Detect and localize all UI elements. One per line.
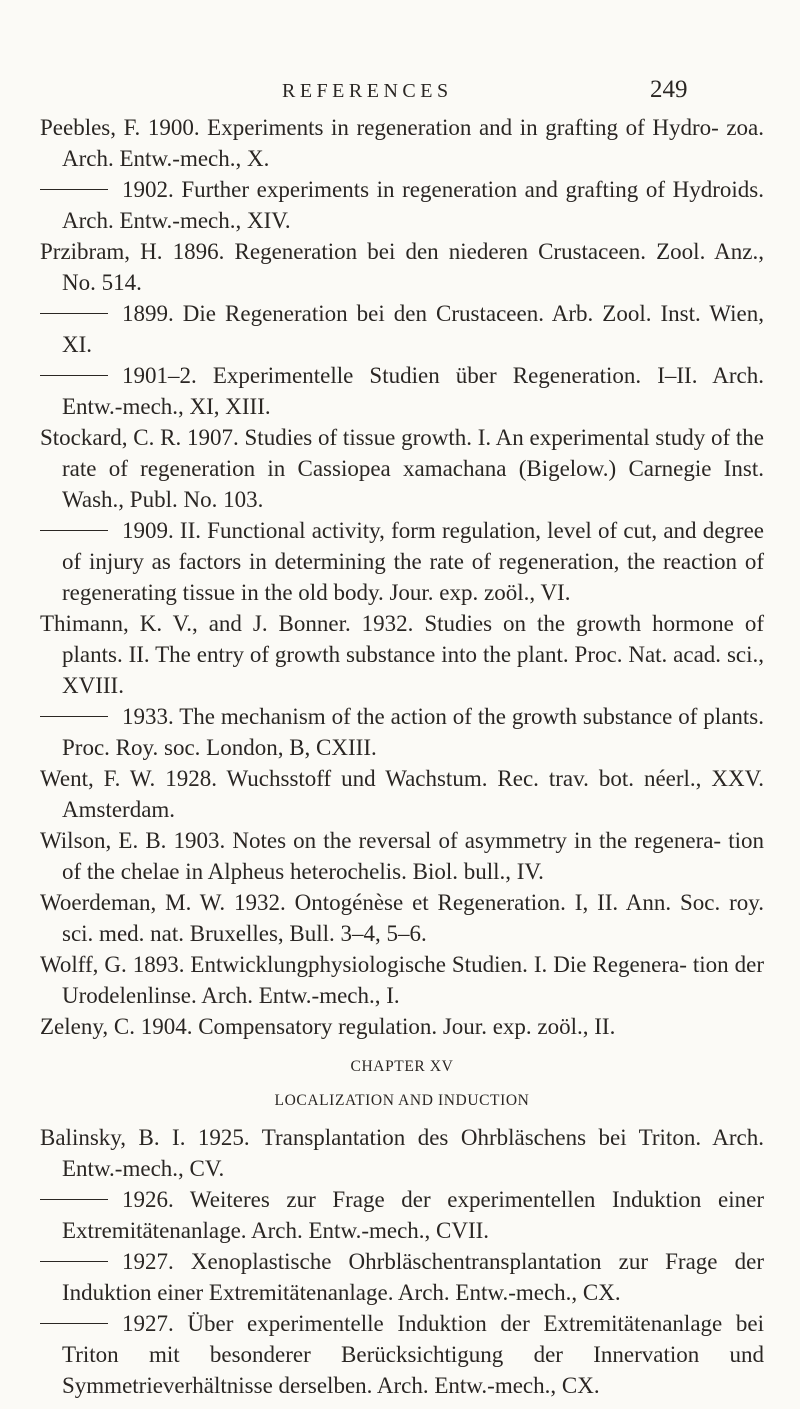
reference-text: 1899. Die Regeneration bei den Crustaceen. Arb. Zool. Inst. Wien, XI. bbox=[62, 301, 764, 357]
running-title: REFERENCES bbox=[282, 80, 453, 102]
reference-entry bbox=[40, 1011, 764, 1042]
reference-text: 1927. Über experimentelle Induktion der Extremitätenanlage bei Triton mit besonderer Berücksichtigung der Innervation und Symmetrieverhältnisse derselben. Arch. Entw.-mech., CX. bbox=[62, 1311, 764, 1398]
reference-entry bbox=[40, 298, 764, 360]
reference-text: 1901–2. Experimentelle Studien über Regeneration. I–II. Arch. Entw.-mech., XI, XIII. bbox=[62, 363, 764, 419]
reference-text: Stockard, C. R. 1907. Studies of tissue growth. I. An experimental study of the rate of regeneration in Cassiopea xamachana (Bigelow.) Carnegie Inst. Wash., Publ. No. 103. bbox=[40, 425, 764, 512]
ditto-dash bbox=[40, 530, 108, 531]
reference-text: 1927. Xenoplastische Ohrbläschentransplantation zur Frage der Induktion einer Extremitätenanlage. Arch. Entw.-mech., CX. bbox=[62, 1249, 764, 1305]
chapter-title: LOCALIZATION AND INDUCTION bbox=[274, 1092, 530, 1109]
reference-list bbox=[40, 1122, 764, 1401]
reference-text: Wolff, G. 1893. Entwicklungphysiologische Studien. I. Die Regenera- tion der Urodelenlinse. Arch. Entw.-mech., I. bbox=[40, 952, 764, 1008]
reference-text: 1926. Weiteres zur Frage der experimentellen Induktion einer Extremitätenanlage. Arch. Entw.-mech., CVII. bbox=[62, 1187, 764, 1243]
ditto-dash bbox=[40, 375, 108, 376]
ditto-dash bbox=[40, 1323, 108, 1324]
reference-text: 1933. The mechanism of the action of the growth substance of plants. Proc. Roy. soc. London, B, CXIII. bbox=[62, 704, 764, 760]
reference-text: Peebles, F. 1900. Experiments in regeneration and in grafting of Hydro- zoa. Arch. Entw.-mech., X. bbox=[40, 115, 764, 171]
reference-entry bbox=[40, 949, 764, 1011]
reference-entry bbox=[40, 360, 764, 422]
reference-entry bbox=[40, 422, 764, 515]
page-header bbox=[0, 76, 800, 116]
reference-text: Przibram, H. 1896. Regeneration bei den niederen Crustaceen. Zool. Anz., No. 514. bbox=[40, 239, 764, 295]
reference-entry bbox=[40, 1122, 764, 1184]
reference-text: 1909. II. Functional activity, form regulation, level of cut, and degree of injury as factors in determining the rate of regeneration, the reaction of regenerating tissue in the old body. Jour. exp. zoöl., VI. bbox=[62, 518, 764, 605]
reference-entry bbox=[40, 112, 764, 174]
ditto-dash bbox=[40, 313, 108, 314]
reference-entry bbox=[40, 515, 764, 608]
chapter-number: CHAPTER XV bbox=[350, 1058, 454, 1075]
reference-entry bbox=[40, 236, 764, 298]
reference-text: 1902. Further experiments in regeneration and grafting of Hydroids. Arch. Entw.-mech., XIV. bbox=[62, 177, 764, 233]
ditto-dash bbox=[40, 1199, 108, 1200]
reference-entry bbox=[40, 1308, 764, 1401]
reference-text: Thimann, K. V., and J. Bonner. 1932. Studies on the growth hormone of plants. II. The entry of growth substance into the plant. Proc. Nat. acad. sci., XVIII. bbox=[40, 611, 764, 698]
reference-text: Zeleny, C. 1904. Compensatory regulation. Jour. exp. zoöl., II. bbox=[40, 1014, 616, 1039]
reference-text: Went, F. W. 1928. Wuchsstoff und Wachstum. Rec. trav. bot. néerl., XXV. Amsterdam. bbox=[40, 766, 764, 822]
ditto-dash bbox=[40, 1261, 108, 1262]
reference-entry bbox=[40, 887, 764, 949]
reference-entry bbox=[40, 825, 764, 887]
page-number: 249 bbox=[650, 76, 688, 103]
reference-entry bbox=[40, 174, 764, 236]
reference-text: Woerdeman, M. W. 1932. Ontogénèse et Regeneration. I, II. Ann. Soc. roy. sci. med. nat. Bruxelles, Bull. 3–4, 5–6. bbox=[40, 890, 764, 946]
ditto-dash bbox=[40, 189, 108, 190]
reference-entry bbox=[40, 763, 764, 825]
reference-entry bbox=[40, 701, 764, 763]
reference-entry bbox=[40, 1246, 764, 1308]
reference-list bbox=[40, 112, 764, 1042]
reference-entry bbox=[40, 608, 764, 701]
references-body bbox=[40, 112, 764, 1409]
reference-text: Balinsky, B. I. 1925. Transplantation des Ohrbläschens bei Triton. Arch. Entw.-mech., CV. bbox=[40, 1125, 764, 1181]
reference-entry bbox=[40, 1184, 764, 1246]
ditto-dash bbox=[40, 716, 108, 717]
reference-text: Wilson, E. B. 1903. Notes on the reversal of asymmetry in the regenera- tion of the chelae in Alpheus heterochelis. Biol. bull., IV. bbox=[40, 828, 764, 884]
